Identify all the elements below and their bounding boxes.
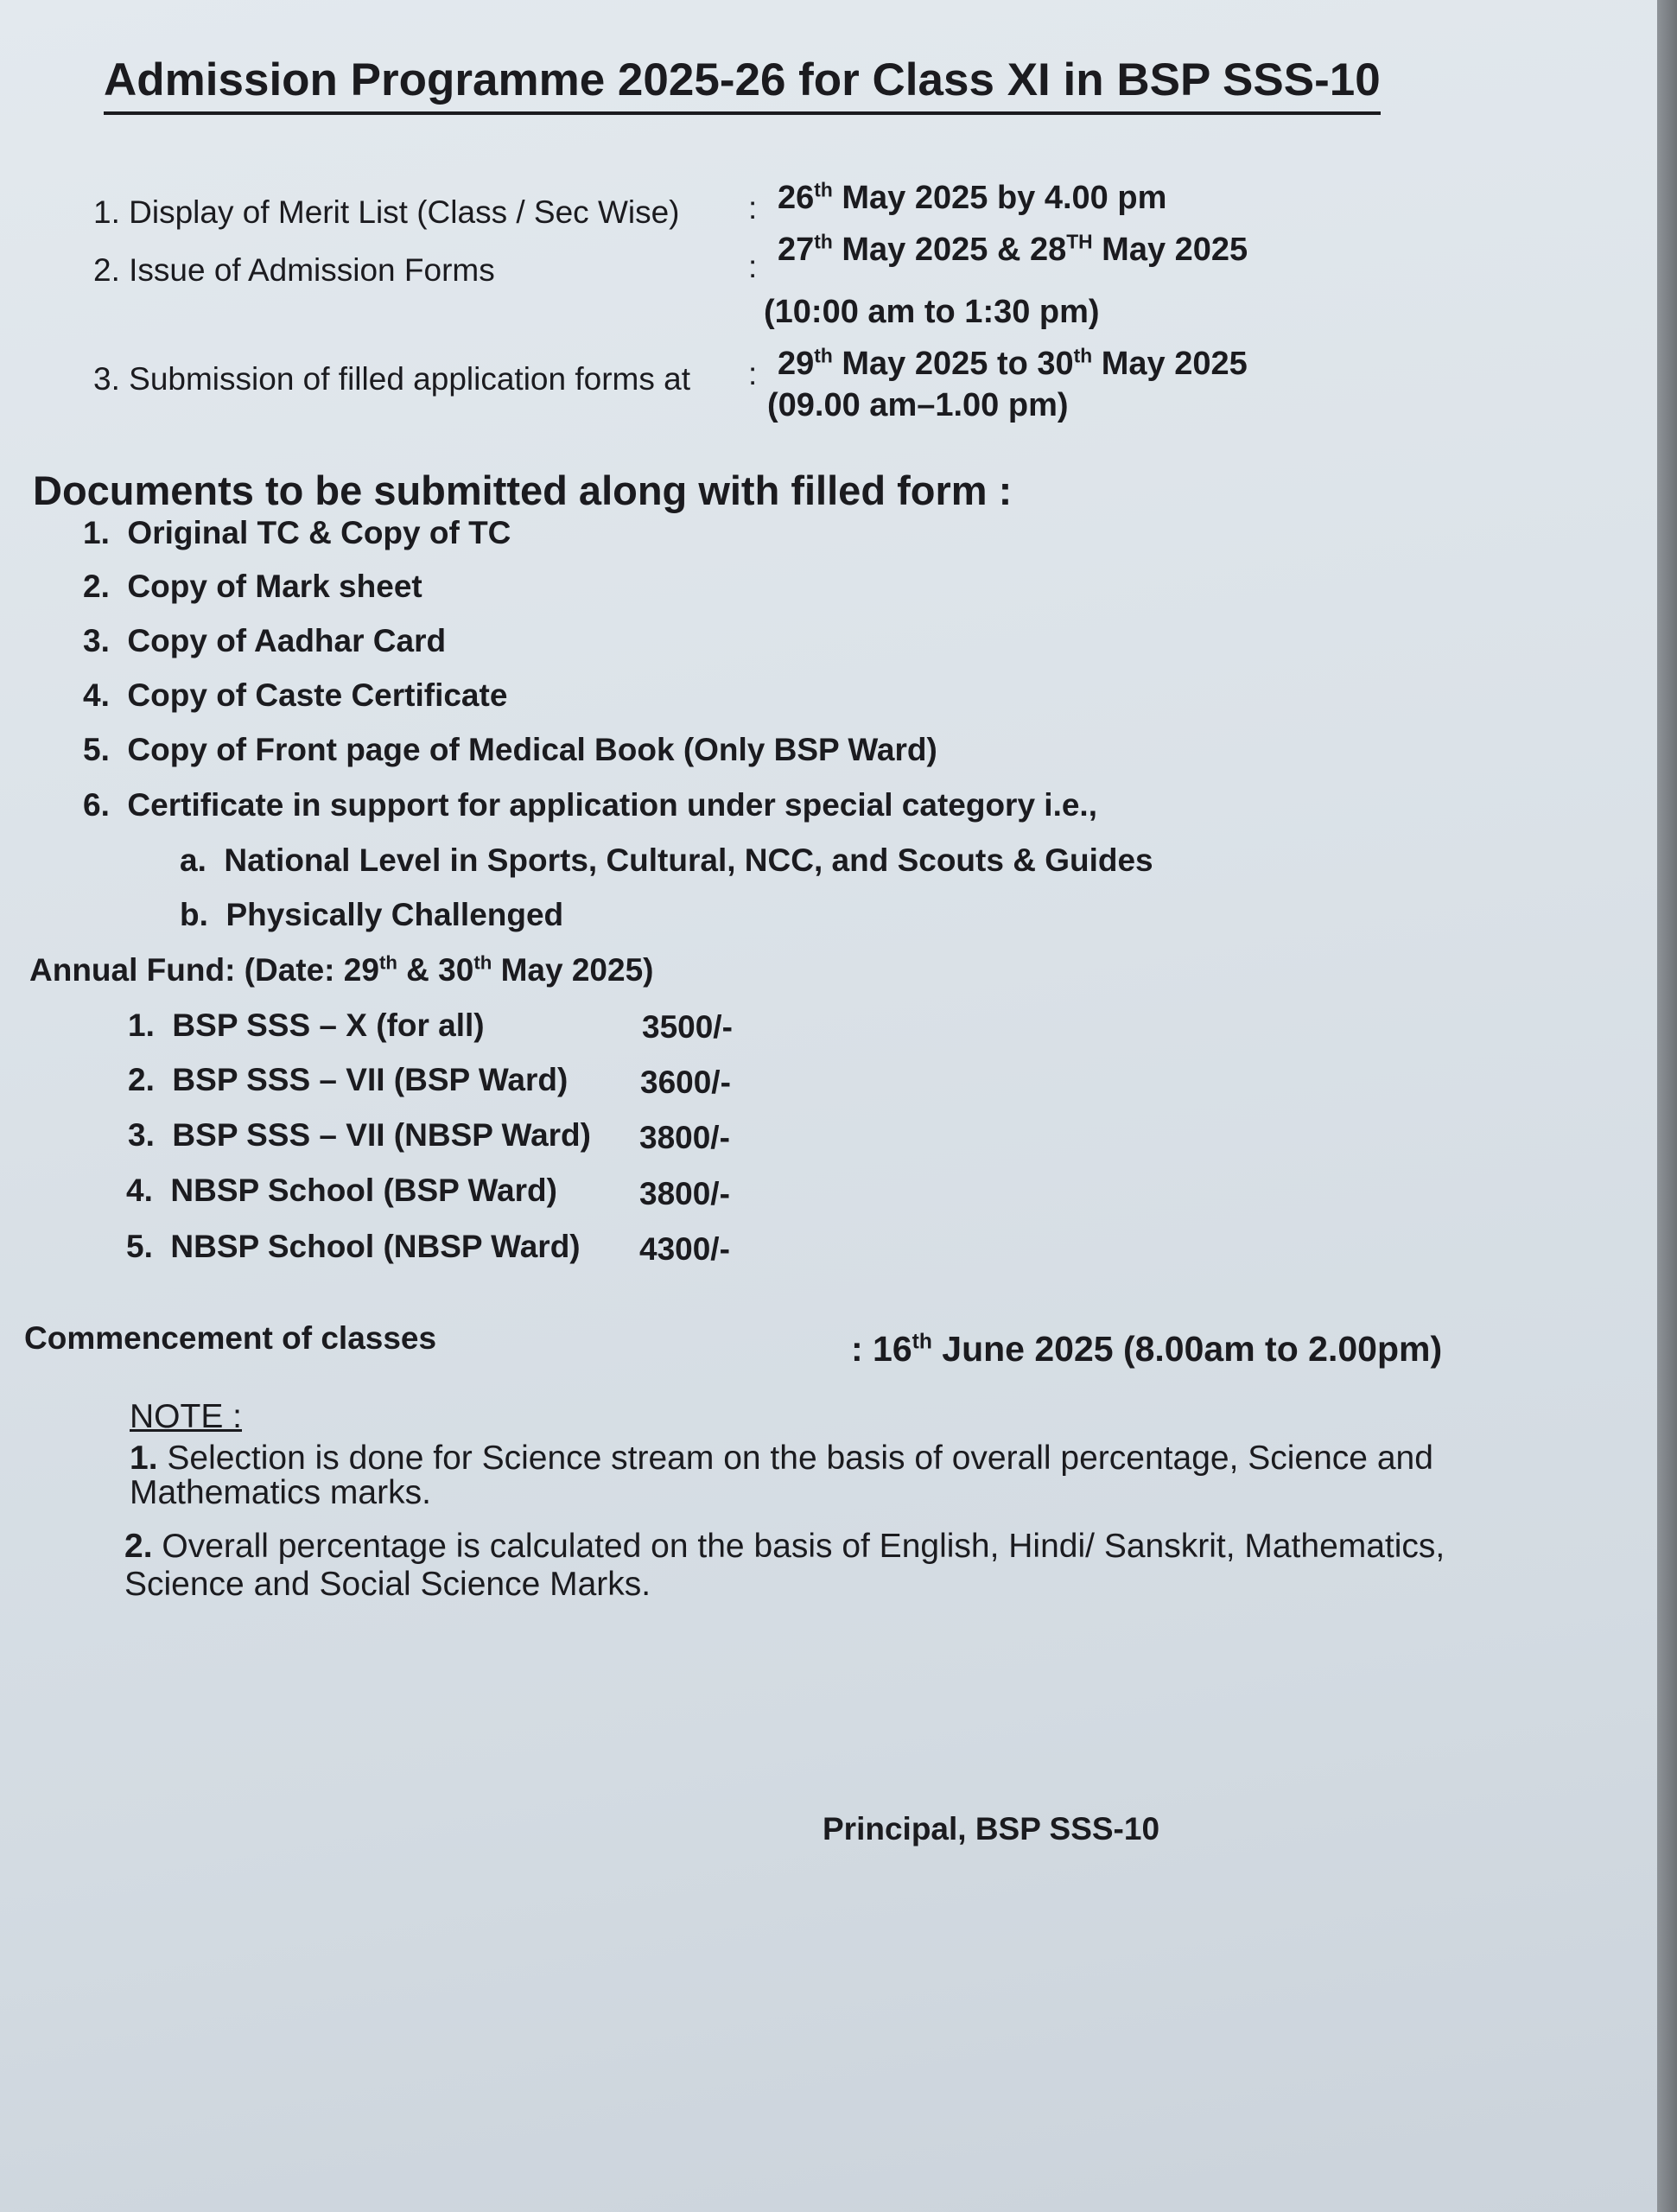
fund-item-amount: 3500/- — [642, 1009, 733, 1045]
schedule-item-1: 1. Display of Merit List (Class / Sec Wise) — [93, 194, 680, 230]
fund-item-amount: 3600/- — [640, 1065, 731, 1100]
document-item: 1. Original TC & Copy of TC — [83, 515, 511, 550]
document-subitem: b. Physically Challenged — [180, 897, 564, 932]
note-heading: NOTE : — [130, 1398, 243, 1435]
document-item: 4. Copy of Caste Certificate — [83, 677, 508, 713]
fund-item-amount: 3800/- — [639, 1176, 730, 1211]
schedule-sep-3: : — [748, 356, 758, 391]
document-item: 6. Certificate in support for application under special category i.e., — [83, 787, 1097, 823]
document-item: 2. Copy of Mark sheet — [83, 569, 422, 604]
note-item-2: 2. Overall percentage is calculated on the basis of English, Hindi/ Sanskrit, Mathematics, Science and Social Science Marks. — [124, 1528, 1445, 1603]
note-item-1: 1. Selection is done for Science stream on the basis of overall percentage, Science and Mathematics marks. — [130, 1440, 1433, 1511]
documents-heading: Documents to be submitted along with filled form : — [33, 467, 1013, 513]
signature: Principal, BSP SSS-10 — [823, 1811, 1160, 1847]
fund-item-label: 4. NBSP School (BSP Ward) — [126, 1173, 557, 1208]
fund-item-label: 5. NBSP School (NBSP Ward) — [126, 1229, 581, 1264]
schedule-value-3: 29th May 2025 to 30th May 2025 — [778, 344, 1248, 382]
page-title: Admission Programme 2025-26 for Class XI in BSP SSS-10 — [104, 54, 1381, 115]
commencement-value: : 16th June 2025 (8.00am to 2.00pm) — [851, 1329, 1443, 1369]
document-item: 3. Copy of Aadhar Card — [83, 623, 447, 658]
schedule-sep-2: : — [748, 249, 758, 284]
commencement-label: Commencement of classes — [24, 1320, 437, 1356]
schedule-item-2: 2. Issue of Admission Forms — [93, 252, 495, 288]
fund-item-label: 2. BSP SSS – VII (BSP Ward) — [128, 1062, 569, 1097]
fund-item-label: 1. BSP SSS – X (for all) — [128, 1007, 485, 1043]
schedule-value-2: 27th May 2025 & 28TH May 2025 — [778, 230, 1248, 268]
schedule-sep-1: : — [748, 190, 758, 226]
schedule-item-3: 3. Submission of filled application forms at — [93, 361, 691, 397]
fund-item-label: 3. BSP SSS – VII (NBSP Ward) — [128, 1117, 591, 1153]
annual-fund-heading: Annual Fund: (Date: 29th & 30th May 2025) — [29, 951, 654, 988]
fund-item-amount: 3800/- — [639, 1120, 730, 1155]
schedule-value-1: 26th May 2025 by 4.00 pm — [778, 178, 1167, 216]
background-edge — [1657, 0, 1677, 2212]
schedule-value-3-time: (09.00 am–1.00 pm) — [767, 387, 1069, 423]
fund-item-amount: 4300/- — [639, 1231, 730, 1267]
schedule-value-2-time: (10:00 am to 1:30 pm) — [764, 294, 1100, 330]
document-subitem: a. National Level in Sports, Cultural, NCC, and Scouts & Guides — [180, 842, 1153, 878]
document-item: 5. Copy of Front page of Medical Book (Only BSP Ward) — [83, 732, 937, 767]
